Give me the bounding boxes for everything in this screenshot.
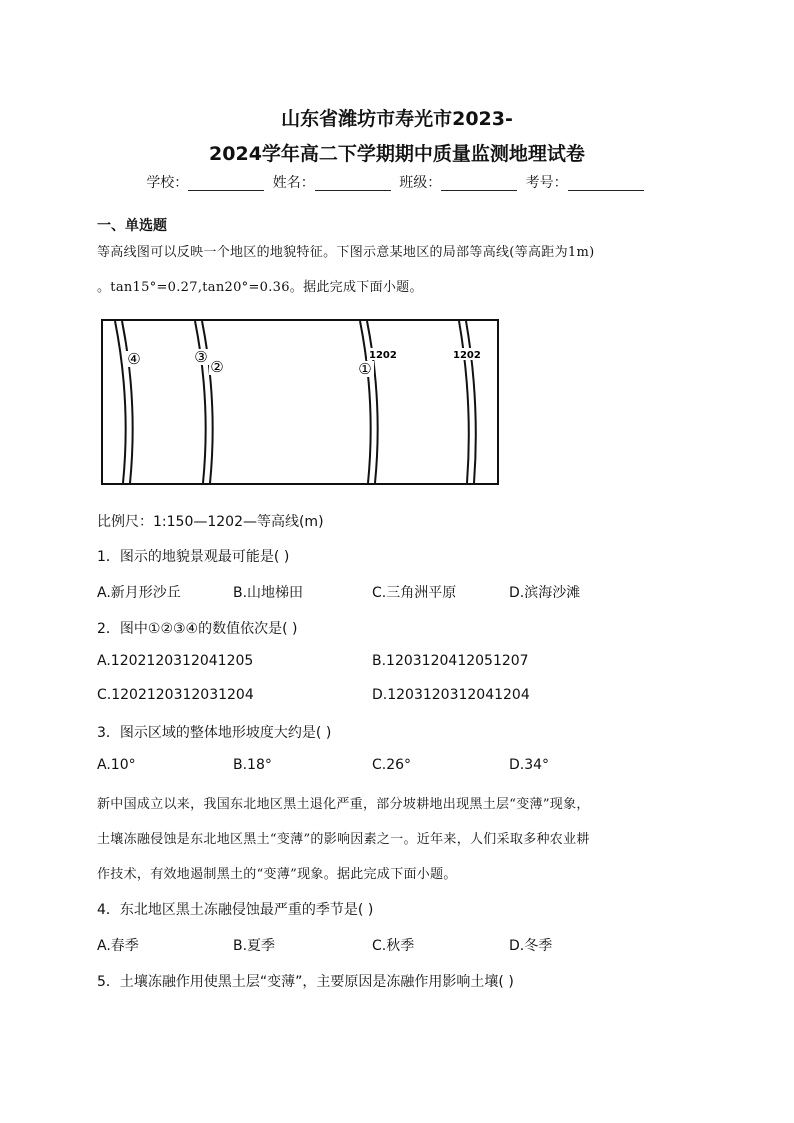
scale-caption: 比例尺：1:150—1202—等高线(m): [97, 514, 324, 530]
stimulus2-line1: 新中国成立以来，我国东北地区黑土退化严重，部分坡耕地出现黑土层“变薄”现象，: [97, 797, 590, 812]
q3-option-b[interactable]: B.18°: [233, 757, 272, 773]
contour-label-1202-a: 1202: [369, 350, 397, 361]
q2-option-c[interactable]: C.1202120312031204: [97, 687, 254, 703]
stimulus1-line2: 。tan15°=0.27,tan20°=0.36。据此完成下面小题。: [97, 280, 423, 295]
class-blank[interactable]: [441, 175, 517, 191]
question-4-stem: 4．东北地区黑土冻融侵蚀最严重的季节是( ): [97, 902, 374, 918]
exam-number-label: 考号：: [525, 175, 568, 191]
q1-option-d[interactable]: D.滨海沙滩: [509, 585, 581, 601]
name-label: 姓名：: [272, 175, 315, 191]
q3-option-d[interactable]: D.34°: [509, 757, 550, 773]
marker-2: ②: [210, 358, 224, 376]
student-info-row: [0, 172, 794, 192]
contour-map-figure: [101, 319, 499, 485]
q2-option-a[interactable]: A.1202120312041205: [97, 653, 254, 669]
q4-option-b[interactable]: B.夏季: [233, 938, 276, 954]
stimulus1-line1: 等高线图可以反映一个地区的地貌特征。下图示意某地区的局部等高线(等高距为1m): [97, 245, 595, 260]
marker-3: ③: [194, 348, 208, 366]
question-1-stem: 1．图示的地貌景观最可能是( ): [97, 549, 290, 565]
q1-option-c[interactable]: C.三角洲平原: [372, 585, 457, 601]
page-title-line1: 山东省潍坊市寿光市2023-: [281, 108, 513, 130]
q4-option-d[interactable]: D.冬季: [509, 938, 553, 954]
class-label: 班级：: [399, 175, 442, 191]
q4-option-c[interactable]: C.秋季: [372, 938, 415, 954]
question-2-stem: 2．图中①②③④的数值依次是( ): [97, 621, 298, 637]
exam-number-blank[interactable]: [568, 175, 644, 191]
stimulus2-line2: 土壤冻融侵蚀是东北地区黑土“变薄”的影响因素之一。近年来，人们采取多种农业耕: [97, 832, 590, 847]
question-3-stem: 3．图示区域的整体地形坡度大约是( ): [97, 725, 332, 741]
page-title-line2: 2024学年高二下学期期中质量监测地理试卷: [209, 143, 585, 165]
map-frame: [102, 320, 498, 484]
stimulus2-line3: 作技术，有效地遏制黑土的“变薄”现象。据此完成下面小题。: [97, 867, 457, 882]
q3-option-a[interactable]: A.10°: [97, 757, 136, 773]
school-blank[interactable]: [188, 175, 264, 191]
name-blank[interactable]: [315, 175, 391, 191]
marker-4: ④: [127, 350, 141, 368]
q2-option-d[interactable]: D.1203120312041204: [372, 687, 530, 703]
q3-option-c[interactable]: C.26°: [372, 757, 412, 773]
contour-label-1202-b: 1202: [453, 350, 481, 361]
section-heading: 一、单选题: [97, 218, 167, 234]
q1-option-a[interactable]: A.新月形沙丘: [97, 585, 181, 601]
school-label: 学校：: [146, 175, 189, 191]
q4-option-a[interactable]: A.春季: [97, 938, 139, 954]
q2-option-b[interactable]: B.1203120412051207: [372, 653, 529, 669]
marker-1: ①: [358, 360, 372, 378]
question-5-stem: 5．土壤冻融作用使黑土层“变薄”，主要原因是冻融作用影响土壤( ): [97, 974, 514, 990]
q1-option-b[interactable]: B.山地梯田: [233, 585, 304, 601]
